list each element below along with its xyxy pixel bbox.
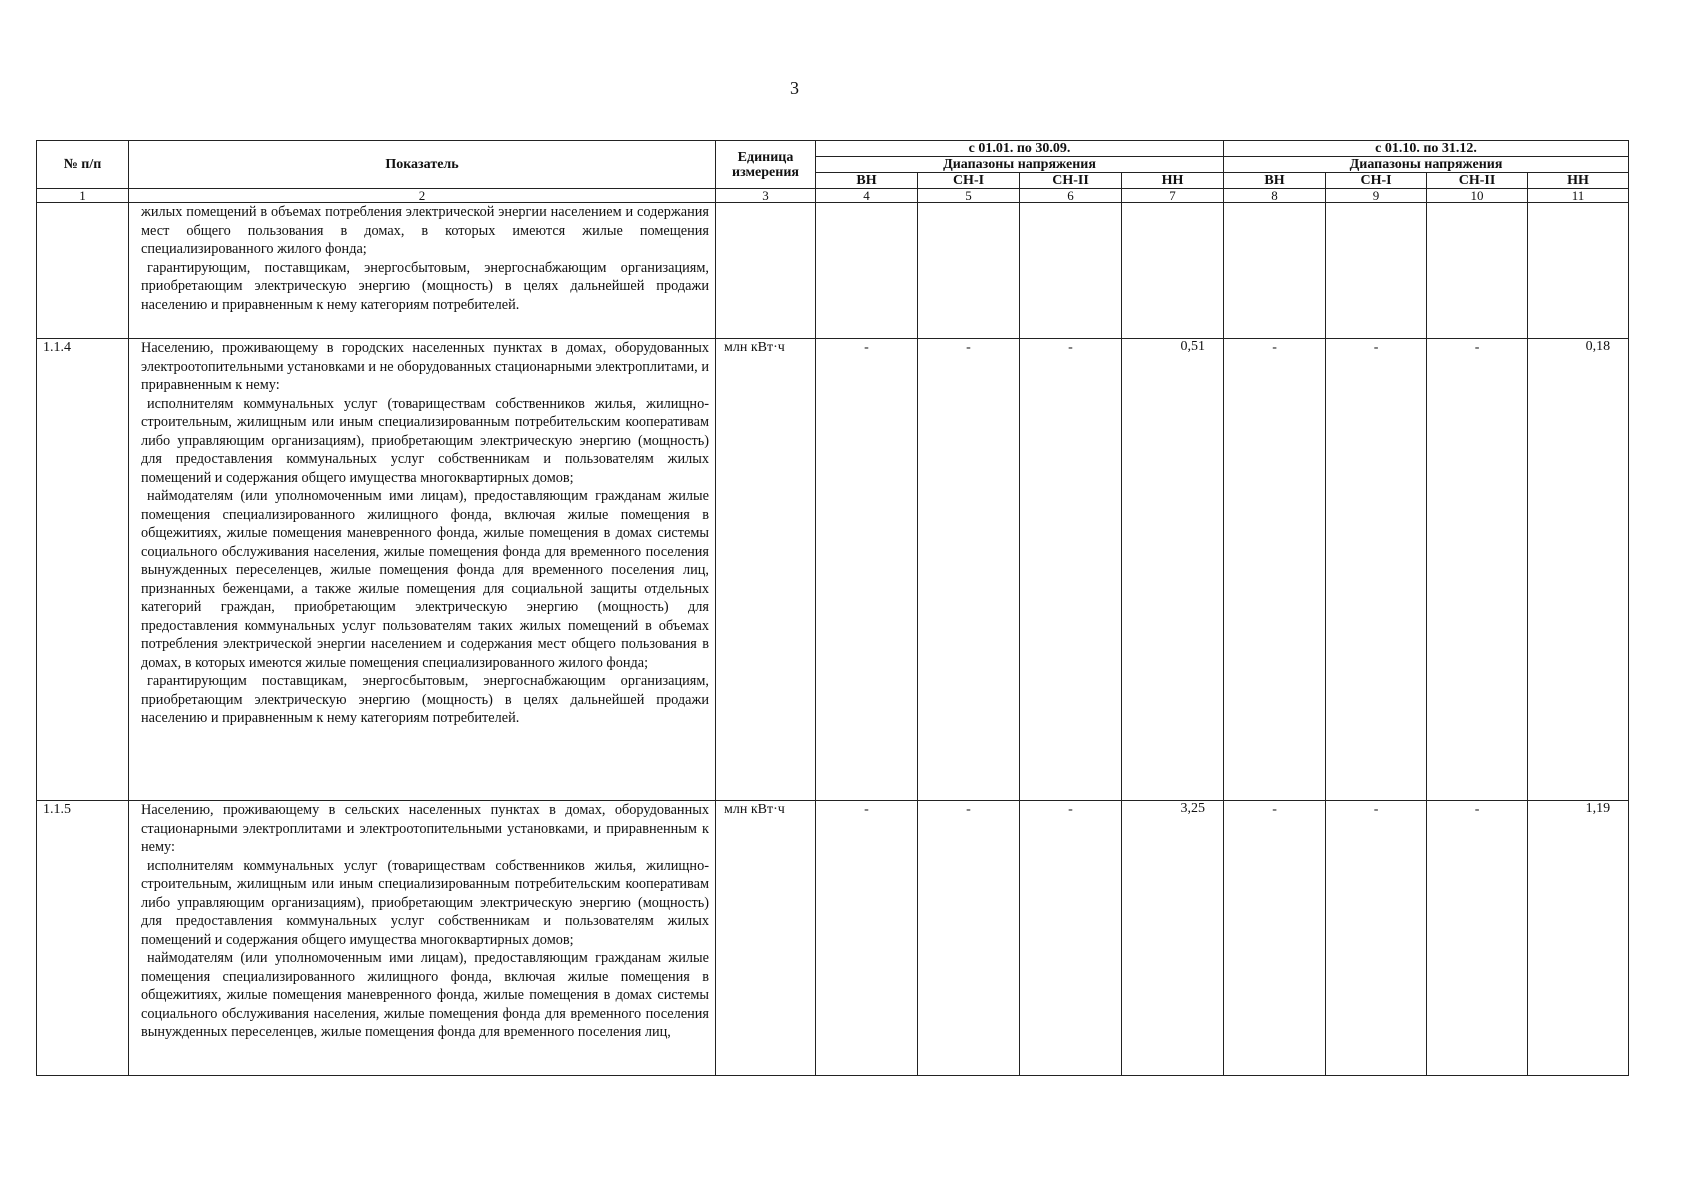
paragraph: исполнителям коммунальных услуг (товариществам собственников жилья, жилищно-строительным, жилищным или иным специализированным потребительским кооперативам либо управляющим организациям), приобретающим электрическую энергию (мощность) для предоставления коммунальных услуг собственникам и пользователям жилых помещений и содержания общего имущества многоквартирных домов; — [141, 857, 709, 948]
header-sn2-1: СН-II — [1020, 173, 1122, 189]
value-cell — [816, 203, 918, 339]
col-number: 4 — [816, 189, 918, 203]
value-cell: 0,51 — [1122, 339, 1224, 801]
value-cell — [1224, 203, 1326, 339]
col-number: 2 — [129, 189, 716, 203]
value-cell — [918, 203, 1020, 339]
col-number: 5 — [918, 189, 1020, 203]
header-nn-1: НН — [1122, 173, 1224, 189]
value-cell — [1326, 203, 1427, 339]
value-cell — [1427, 203, 1528, 339]
value-cell: - — [918, 339, 1020, 801]
value-cell: - — [1326, 801, 1427, 1076]
header-vn-1: ВН — [816, 173, 918, 189]
paragraph: наймодателям (или уполномоченным ими лицам), предоставляющим гражданам жилые помещения специализированного жилищного фонда, включая жилые помещения в общежитиях, жилые помещения маневренного фонда, жилые помещения в домах системы социального обслуживания населения, жилые помещения фонда для временного поселения вынужденных переселенцев, жилые помещения фонда для временного поселения лиц, признанных беженцами, а также жилые помещения для социальной защиты отдельных категорий граждан, приобретающим электрическую энергию (мощность) для предоставления коммунальных услуг пользователям таких жилых помещений в объемах потребления электрической энергии населением и содержания мест общего пользования в домах, в которых имеются жилые помещения специализированного жилого фонда; — [141, 488, 709, 671]
paragraph: исполнителям коммунальных услуг (товариществам собственников жилья, жилищно-строительным, жилищным или иным специализированным потребительским кооперативам либо управляющим организациям), приобретающим электрическую энергию (мощность) для предоставления коммунальных услуг собственникам и пользователям жилых помещений и содержания общего имущества многоквартирных домов; — [141, 395, 709, 486]
header-voltage-ranges-2: Диапазоны напряжения — [1224, 157, 1629, 173]
header-voltage-ranges-1: Диапазоны напряжения — [816, 157, 1224, 173]
value-cell: - — [1224, 801, 1326, 1076]
value-cell — [1020, 203, 1122, 339]
header-unit: Единица измерения — [716, 141, 816, 189]
value-cell: - — [816, 801, 918, 1076]
col-number: 9 — [1326, 189, 1427, 203]
row-indicator-text — [129, 801, 716, 1076]
tariff-table — [36, 140, 1629, 1076]
header-period-1: с 01.01. по 30.09. — [816, 141, 1224, 157]
value-cell: 0,18 — [1528, 339, 1629, 801]
table-row — [37, 339, 1629, 801]
value-cell: - — [816, 339, 918, 801]
col-number: 11 — [1528, 189, 1629, 203]
row-unit — [716, 203, 816, 339]
value-cell: - — [1427, 801, 1528, 1076]
paragraph: гарантирующим поставщикам, энергосбытовым, энергоснабжающим организациям, приобретающим электрическую энергию (мощность) в целях дальнейшей продажи населению и приравненным к нему категориям потребителей. — [141, 673, 709, 726]
row-unit: млн кВт·ч — [716, 339, 816, 801]
row-id — [37, 203, 129, 339]
row-unit: млн кВт·ч — [716, 801, 816, 1076]
col-number: 8 — [1224, 189, 1326, 203]
value-cell — [1528, 203, 1629, 339]
value-cell: - — [1020, 339, 1122, 801]
header-period-2: с 01.10. по 31.12. — [1224, 141, 1629, 157]
col-number: 6 — [1020, 189, 1122, 203]
col-number: 7 — [1122, 189, 1224, 203]
col-number: 1 — [37, 189, 129, 203]
row-id: 1.1.5 — [37, 801, 129, 1076]
paragraph: наймодателям (или уполномоченным ими лицам), предоставляющим гражданам жилые помещения специализированного жилищного фонда, включая жилые помещения в общежитиях, жилые помещения маневренного фонда, жилые помещения в домах системы социального обслуживания населения, жилые помещения фонда для временного поселения вынужденных переселенцев, жилые помещения фонда для временного поселения лиц, — [141, 950, 709, 1040]
paragraph: Населению, проживающему в городских населенных пунктах в домах, оборудованных электроотопительными установками и не оборудованных стационарными электроплитами, и приравненным к нему: — [141, 340, 709, 393]
header-sn1-1: СН-I — [918, 173, 1020, 189]
header-sn1-2: СН-I — [1326, 173, 1427, 189]
header-nn-2: НН — [1528, 173, 1629, 189]
value-cell: - — [918, 801, 1020, 1076]
value-cell: 3,25 — [1122, 801, 1224, 1076]
col-number: 3 — [716, 189, 816, 203]
col-number: 10 — [1427, 189, 1528, 203]
row-id: 1.1.4 — [37, 339, 129, 801]
table-row — [37, 203, 1629, 339]
value-cell: 1,19 — [1528, 801, 1629, 1076]
header-sn2-2: СН-II — [1427, 173, 1528, 189]
value-cell: - — [1020, 801, 1122, 1076]
paragraph: жилых помещений в объемах потребления электрической энергии населением и содержания мест общего пользования в домах, в которых имеются жилые помещения специализированного жилого фонда; — [141, 204, 709, 257]
page-number: 3 — [790, 78, 799, 98]
row-indicator-text — [129, 339, 716, 801]
value-cell — [1122, 203, 1224, 339]
paragraph: гарантирующим, поставщикам, энергосбытовым, энергоснабжающим организациям, приобретающим электрическую энергию (мощность) в целях дальнейшей продажи населению и приравненным к нему категориям потребителей. — [141, 259, 709, 313]
paragraph: Населению, проживающему в сельских населенных пунктах в домах, оборудованных стационарными электроплитами и электроотопительными установками, и приравненным к нему: — [141, 802, 709, 855]
table-row — [37, 801, 1629, 1076]
header-no: № п/п — [37, 141, 129, 189]
value-cell: - — [1427, 339, 1528, 801]
header-vn-2: ВН — [1224, 173, 1326, 189]
row-indicator-text — [129, 203, 716, 339]
header-indicator: Показатель — [129, 141, 716, 189]
value-cell: - — [1224, 339, 1326, 801]
value-cell: - — [1326, 339, 1427, 801]
